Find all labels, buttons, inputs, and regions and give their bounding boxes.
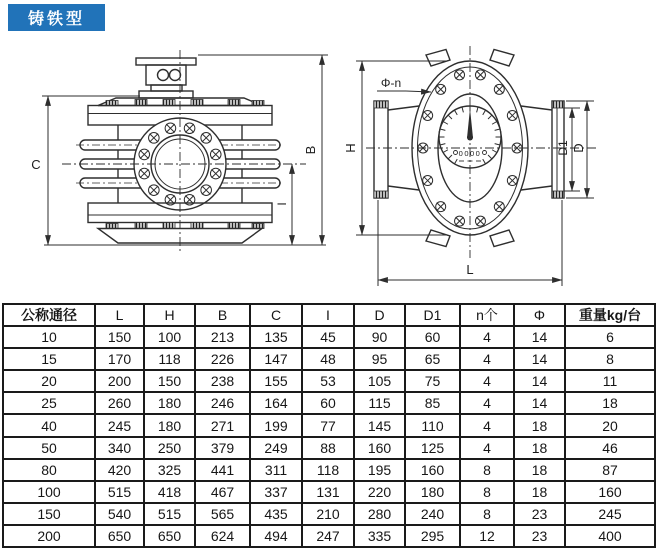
table-cell: 213 xyxy=(195,326,250,348)
table-cell: 15 xyxy=(3,348,95,370)
lug xyxy=(490,230,514,247)
table-cell: 325 xyxy=(144,459,195,481)
table-cell: 87 xyxy=(565,459,655,481)
gasket-pads-bottom xyxy=(106,223,264,229)
table-cell: 40 xyxy=(3,414,95,436)
table-cell: 250 xyxy=(144,437,195,459)
header-c: C xyxy=(250,304,302,326)
table-cell: 115 xyxy=(354,392,405,414)
dim-label-b: B xyxy=(303,145,318,155)
dim-label-d1: D1 xyxy=(556,140,570,156)
table-cell: 650 xyxy=(95,525,144,547)
table-cell: 4 xyxy=(460,326,514,348)
table-cell: 77 xyxy=(302,414,354,436)
table-cell: 18 xyxy=(514,414,565,436)
table-cell: 20 xyxy=(3,370,95,392)
table-cell: 240 xyxy=(405,503,460,525)
header-phi: Φ xyxy=(514,304,565,326)
table-cell: 540 xyxy=(95,503,144,525)
table-cell: 90 xyxy=(354,326,405,348)
table-cell: 238 xyxy=(195,370,250,392)
dim-label-c: C xyxy=(31,157,41,172)
table-cell: 88 xyxy=(302,437,354,459)
counter-register xyxy=(136,58,196,98)
table-cell: 118 xyxy=(144,348,195,370)
table-cell: 14 xyxy=(514,326,565,348)
table-cell: 210 xyxy=(302,503,354,525)
table-cell: 53 xyxy=(302,370,354,392)
table-cell: 75 xyxy=(405,370,460,392)
table-cell: 11 xyxy=(565,370,655,392)
table-row xyxy=(3,348,655,370)
table-cell: 145 xyxy=(354,414,405,436)
header-b: B xyxy=(195,304,250,326)
table-cell: 435 xyxy=(250,503,302,525)
table-cell: 85 xyxy=(405,392,460,414)
table-cell: 18 xyxy=(514,459,565,481)
table-cell: 160 xyxy=(405,459,460,481)
table-cell: 441 xyxy=(195,459,250,481)
table-cell: 379 xyxy=(195,437,250,459)
table-cell: 18 xyxy=(514,437,565,459)
table-cell: 131 xyxy=(302,481,354,503)
table-cell: 160 xyxy=(565,481,655,503)
table-cell: 195 xyxy=(354,459,405,481)
table-cell: 65 xyxy=(405,348,460,370)
header-d: D xyxy=(354,304,405,326)
table-cell: 160 xyxy=(354,437,405,459)
table-cell: 95 xyxy=(354,348,405,370)
table-cell: 18 xyxy=(514,481,565,503)
table-cell: 467 xyxy=(195,481,250,503)
dial-odometer: 0000 xyxy=(458,149,482,158)
table-cell: 420 xyxy=(95,459,144,481)
table-cell: 14 xyxy=(514,392,565,414)
table-cell: 8 xyxy=(460,481,514,503)
table-cell: 200 xyxy=(3,525,95,547)
table-cell: 46 xyxy=(565,437,655,459)
header-h: H xyxy=(144,304,195,326)
table-cell: 200 xyxy=(95,370,144,392)
table-row xyxy=(3,503,655,525)
table-cell: 247 xyxy=(302,525,354,547)
table-cell: 105 xyxy=(354,370,405,392)
table-cell: 199 xyxy=(250,414,302,436)
table-cell: 260 xyxy=(95,392,144,414)
technical-drawing xyxy=(0,36,656,298)
table-cell: 23 xyxy=(514,525,565,547)
table-cell: 164 xyxy=(250,392,302,414)
table-cell: 45 xyxy=(302,326,354,348)
table-cell: 280 xyxy=(354,503,405,525)
table-cell: 118 xyxy=(302,459,354,481)
spec-table xyxy=(2,303,656,548)
table-row xyxy=(3,525,655,547)
table-cell: 50 xyxy=(3,437,95,459)
table-cell: 249 xyxy=(250,437,302,459)
table-cell: 4 xyxy=(460,414,514,436)
header-i: I xyxy=(302,304,354,326)
table-cell: 180 xyxy=(144,392,195,414)
table-cell: 150 xyxy=(95,326,144,348)
table-cell: 494 xyxy=(250,525,302,547)
header-weight: 重量kg/台 xyxy=(565,304,655,326)
table-cell: 245 xyxy=(565,503,655,525)
table-cell: 10 xyxy=(3,326,95,348)
table-cell: 246 xyxy=(195,392,250,414)
table-cell: 4 xyxy=(460,392,514,414)
header-n: n个 xyxy=(460,304,514,326)
dim-label-i: I xyxy=(275,202,289,206)
table-cell: 23 xyxy=(514,503,565,525)
table-cell: 150 xyxy=(3,503,95,525)
table-cell: 135 xyxy=(250,326,302,348)
table-row xyxy=(3,392,655,414)
table-row xyxy=(3,370,655,392)
bolt-callout-label: Φ-n xyxy=(380,76,402,90)
table-cell: 6 xyxy=(565,326,655,348)
table-cell: 8 xyxy=(460,459,514,481)
table-cell: 340 xyxy=(95,437,144,459)
table-cell: 14 xyxy=(514,370,565,392)
table-cell: 48 xyxy=(302,348,354,370)
type-badge-label: 铸铁型 xyxy=(27,11,85,28)
counter-dial-icon xyxy=(170,70,181,81)
table-cell: 14 xyxy=(514,348,565,370)
table-cell: 650 xyxy=(144,525,195,547)
spec-table-body xyxy=(3,326,655,547)
table-cell: 515 xyxy=(95,481,144,503)
table-cell: 337 xyxy=(250,481,302,503)
dim-label-h: H xyxy=(343,143,358,153)
table-cell: 180 xyxy=(144,414,195,436)
table-cell: 8 xyxy=(565,348,655,370)
table-cell: 418 xyxy=(144,481,195,503)
table-row xyxy=(3,326,655,348)
lug xyxy=(426,50,450,67)
table-row xyxy=(3,459,655,481)
table-cell: 4 xyxy=(460,437,514,459)
table-cell: 624 xyxy=(195,525,250,547)
lug xyxy=(490,50,514,67)
table-cell: 271 xyxy=(195,414,250,436)
table-row xyxy=(3,414,655,436)
table-cell: 400 xyxy=(565,525,655,547)
table-cell: 245 xyxy=(95,414,144,436)
table-cell: 20 xyxy=(565,414,655,436)
table-cell: 60 xyxy=(405,326,460,348)
table-cell: 100 xyxy=(3,481,95,503)
table-cell: 18 xyxy=(565,392,655,414)
table-cell: 110 xyxy=(405,414,460,436)
table-cell: 180 xyxy=(405,481,460,503)
table-cell: 220 xyxy=(354,481,405,503)
table-cell: 100 xyxy=(144,326,195,348)
table-cell: 80 xyxy=(3,459,95,481)
table-cell: 125 xyxy=(405,437,460,459)
table-cell: 565 xyxy=(195,503,250,525)
table-row xyxy=(3,437,655,459)
lug xyxy=(426,230,450,247)
table-row xyxy=(3,481,655,503)
table-cell: 150 xyxy=(144,370,195,392)
side-view-drawing xyxy=(31,50,328,254)
front-view-drawing xyxy=(343,46,596,286)
table-cell: 4 xyxy=(460,370,514,392)
table-cell: 170 xyxy=(95,348,144,370)
counter-dial-icon xyxy=(158,70,169,81)
table-cell: 60 xyxy=(302,392,354,414)
dim-label-l: L xyxy=(466,262,474,277)
table-cell: 25 xyxy=(3,392,95,414)
header-l: L xyxy=(95,304,144,326)
table-cell: 335 xyxy=(354,525,405,547)
type-badge xyxy=(8,4,105,31)
table-cell: 311 xyxy=(250,459,302,481)
table-header-row xyxy=(3,304,655,326)
table-cell: 515 xyxy=(144,503,195,525)
table-cell: 226 xyxy=(195,348,250,370)
table-cell: 295 xyxy=(405,525,460,547)
header-d1: D1 xyxy=(405,304,460,326)
table-cell: 147 xyxy=(250,348,302,370)
header-nominal-diameter: 公称通径 xyxy=(3,304,95,326)
table-cell: 155 xyxy=(250,370,302,392)
table-cell: 4 xyxy=(460,348,514,370)
gasket-pads-top xyxy=(106,100,264,106)
table-cell: 8 xyxy=(460,503,514,525)
dim-label-d: D xyxy=(571,143,586,153)
table-cell: 12 xyxy=(460,525,514,547)
